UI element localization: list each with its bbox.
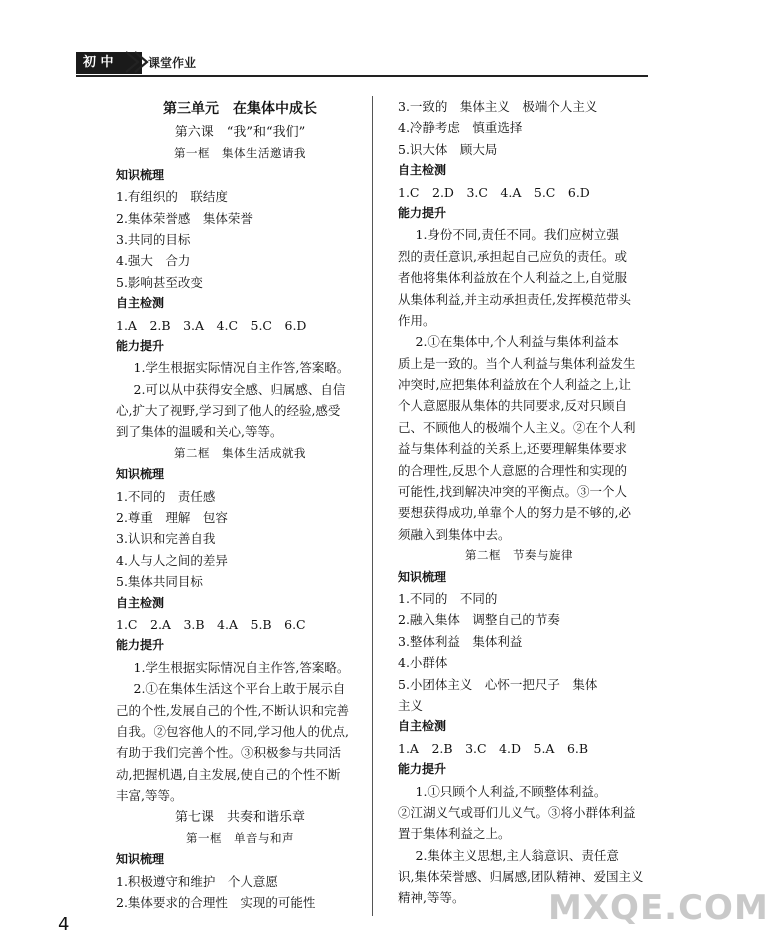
section-label: 自主检测 <box>116 296 165 311</box>
answer-text: 2.可以从中获得安全感、归属感、自信 <box>133 381 346 397</box>
answer-text: 识,集体荣誉感、归属感,团队精神、爱国主义 <box>398 869 644 885</box>
answer-text: 己的个性,发展自己的个性,不断认识和完善 <box>116 702 349 718</box>
answer-key: 1.C 2.D 3.C 4.A 5.C 6.D <box>398 184 590 200</box>
section-label: 知识梳理 <box>116 167 165 182</box>
list-item: 5.识大体 顾大局 <box>398 141 498 157</box>
answer-text: 者他将集体利益放在个人利益之上,自觉服 <box>398 270 627 286</box>
list-item: 4.冷静考虑 慎重选择 <box>398 120 523 136</box>
section-label: 知识梳理 <box>116 852 165 867</box>
frame-1-title: 第一框 集体生活邀请我 <box>174 146 306 161</box>
answer-text: 烈的责任意识,承担起自己应负的责任。或 <box>398 248 627 264</box>
list-item: 1.有组织的 联结度 <box>116 189 228 205</box>
list-item: 1.积极遵守和维护 个人意愿 <box>116 873 278 889</box>
list-item: 3.一致的 集体主义 极端个人主义 <box>398 99 598 114</box>
answer-text: 要想获得成功,单靠个人的努力是不够的,必 <box>398 505 631 521</box>
answer-key: 1.A 2.B 3.A 4.C 5.C 6.D <box>116 317 307 333</box>
list-item: 5.集体共同目标 <box>116 574 203 590</box>
column-divider <box>372 96 373 916</box>
answer-text: 的合理性,反思个人意愿的合理性和实现的 <box>398 462 627 478</box>
answer-text: 1.身份不同,责任不同。我们应树立强 <box>415 227 619 243</box>
answer-text: 自我。②包容他人的不同,学习他人的优点, <box>116 723 349 739</box>
left-column <box>116 96 364 913</box>
answer-text: 2.①在集体生活这个平台上敢于展示自 <box>133 681 346 697</box>
answer-text: 精神,等等。 <box>398 890 465 906</box>
answer-text: 动,把握机遇,自主发展,使自己的个性不断 <box>116 766 341 782</box>
answer-key: 1.A 2.B 3.C 4.D 5.A 6.B <box>398 740 589 756</box>
lesson-6-title: 第六课 “我”和“我们” <box>174 125 306 140</box>
answer-key: 1.C 2.A 3.B 4.A 5.B 6.C <box>116 616 306 632</box>
answer-text: 到了集体的温暖和关心,等等。 <box>116 424 283 440</box>
list-item: 3.整体利益 集体利益 <box>398 633 523 649</box>
section-label: 能力提升 <box>116 338 165 353</box>
answer-text: 1.①只顾个人利益,不顾整体利益。 <box>415 783 607 799</box>
unit-title: 第三单元 在集体中成长 <box>163 101 317 117</box>
section-label: 知识梳理 <box>398 569 447 584</box>
frame-4-title: 第二框 节奏与旋律 <box>465 548 573 563</box>
section-label: 能力提升 <box>116 638 165 653</box>
answer-text: 个人意愿服从集体的共同要求,反对只顾自 <box>398 398 627 414</box>
answer-text: 作用。 <box>398 312 436 328</box>
answer-text: 冲突时,应把集体利益放在个人利益之上,让 <box>398 377 631 393</box>
list-item: 4.强大 合力 <box>116 253 191 269</box>
answer-text: 1.学生根据实际情况自主作答,答案略。 <box>133 659 350 675</box>
answer-text: 己、不顾他人的极端个人主义。②在个人利 <box>398 419 636 435</box>
answer-text: 质上是一致的。当个人利益与集体利益发生 <box>398 355 636 371</box>
section-label: 能力提升 <box>398 205 447 220</box>
frame-2-title: 第二框 集体生活成就我 <box>174 445 306 460</box>
right-column <box>398 96 644 909</box>
section-label: 知识梳理 <box>116 467 165 482</box>
answer-text: 1.学生根据实际情况自主作答,答案略。 <box>133 360 350 376</box>
page-header <box>76 48 648 76</box>
list-item: 2.集体荣誉感 集体荣誉 <box>116 210 253 226</box>
book-title: 课堂作业 <box>148 56 197 70</box>
list-item: 2.尊重 理解 包容 <box>116 510 228 526</box>
list-item: 3.认识和完善自我 <box>116 531 216 547</box>
watermark: MXQE.COM <box>548 888 769 928</box>
list-item: 4.小群体 <box>398 655 448 671</box>
lesson-7-title: 第七课 共奏和谐乐章 <box>174 809 305 825</box>
list-item: 1.不同的 不同的 <box>398 590 498 606</box>
frame-3-title: 第一框 单音与和声 <box>186 830 294 845</box>
list-item: 4.人与人之间的差异 <box>116 552 228 568</box>
answer-text: 置于集体利益之上。 <box>398 826 511 842</box>
section-label: 自主检测 <box>398 163 447 178</box>
answer-text: 有助于我们完善个性。③积极参与共同活 <box>116 745 342 761</box>
section-label: 自主检测 <box>116 595 165 610</box>
grade-badge: 初 中 <box>76 52 142 74</box>
list-item: 1.不同的 责任感 <box>116 488 216 504</box>
answer-text: ②江湖义气或哥们儿义气。③将小群体利益 <box>398 804 636 820</box>
answer-text: 2.①在集体中,个人利益与集体利益本 <box>415 334 619 350</box>
answer-text: 心,扩大了视野,学习到了他人的经验,感受 <box>116 403 341 419</box>
list-item: 5.影响甚至改变 <box>116 274 203 290</box>
header-rule <box>76 75 648 77</box>
answer-text: 从集体利益,并主动承担责任,发挥模范带头 <box>398 291 631 307</box>
list-item: 5.小团体主义 心怀一把尺子 集体 <box>398 676 598 692</box>
answer-text: 须融入到集体中去。 <box>398 526 511 542</box>
section-label: 自主检测 <box>398 719 447 734</box>
section-label: 能力提升 <box>398 762 447 777</box>
answer-text: 2.集体主义思想,主人翁意识、责任意 <box>415 847 619 863</box>
list-item: 3.共同的目标 <box>116 231 191 247</box>
answer-text: 可能性,找到解决冲突的平衡点。③一个人 <box>398 484 627 500</box>
list-item: 2.集体要求的合理性 实现的可能性 <box>116 895 316 911</box>
answer-text: 益与集体利益的关系上,还要理解集体要求 <box>398 441 627 457</box>
list-item: 主义 <box>398 697 424 713</box>
list-item: 2.融入集体 调整自己的节奏 <box>398 612 560 628</box>
answer-text: 丰富,等等。 <box>116 788 183 804</box>
page-number: 4 <box>58 914 70 935</box>
